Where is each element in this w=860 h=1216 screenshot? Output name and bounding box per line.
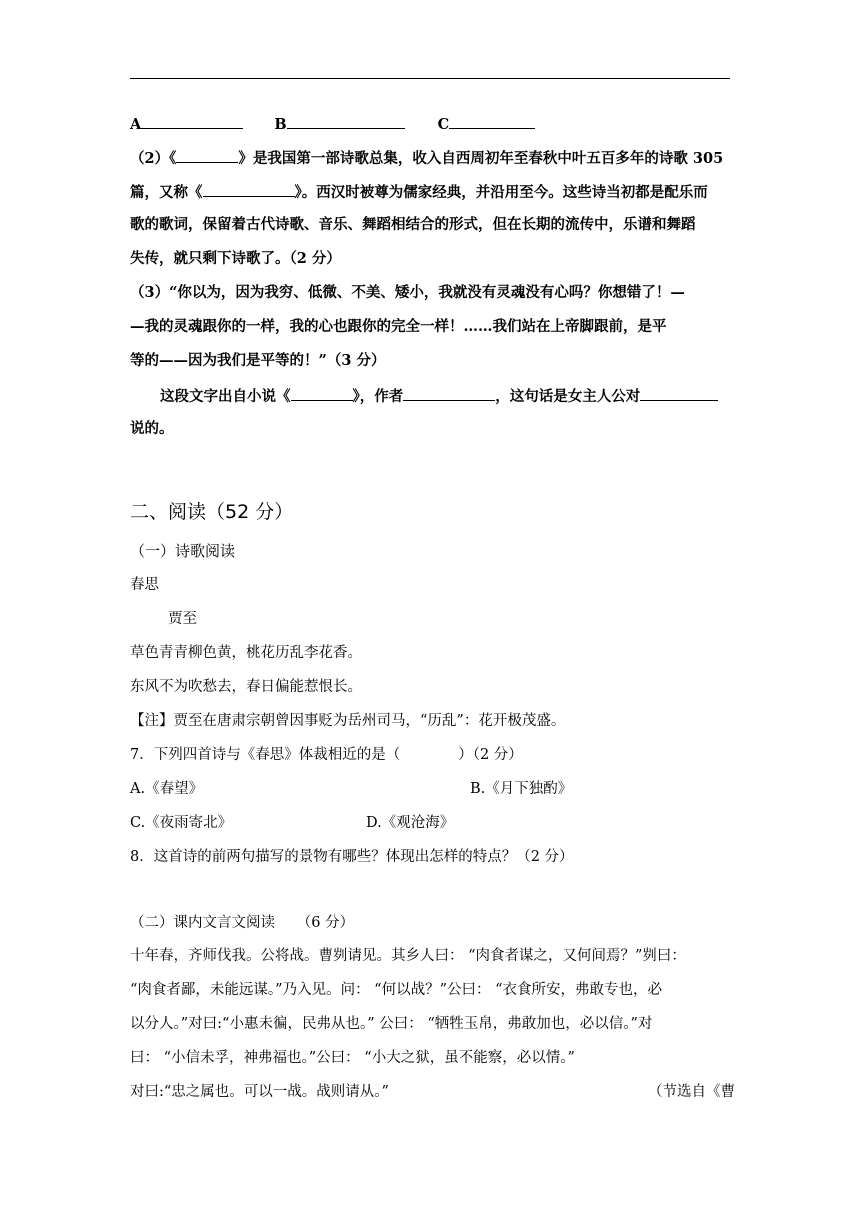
blank-b-line <box>287 113 405 129</box>
q2-line4: 失传，就只剩下诗歌了。（2 分） <box>130 250 341 267</box>
q3-blank-person <box>640 385 718 401</box>
abc-blanks-row <box>130 113 535 135</box>
blank-a-label: A <box>130 116 142 133</box>
q7-option-a: A.《春望》 <box>130 781 204 797</box>
passage-line4: 曰： “小信未孚，神弗福也。”公曰： “小大之狱，虽不能察，必以情。” <box>130 1050 575 1066</box>
q2-line2-pre: 篇，又称《 <box>130 184 203 201</box>
q3-blank-author <box>403 385 495 401</box>
source-note: （节选自《曹 <box>648 1084 735 1100</box>
blank-a-line <box>141 113 243 129</box>
header-rule <box>130 78 730 79</box>
classical-heading: （二）课内文言文阅读 （6 分） <box>130 915 355 931</box>
q3-line5: 说的。 <box>130 420 174 437</box>
q3-line4-a: 这段文字出自小说《 <box>160 388 291 405</box>
poem-line1: 草色青青柳色黄，桃花历乱李花香。 <box>130 645 362 661</box>
poem-title: 春思 <box>130 577 159 593</box>
q2-line3: 歌的歌词，保留着古代诗歌、音乐、舞蹈相结合的形式，但在长期的流传中，乐谱和舞蹈 <box>130 216 696 233</box>
passage-line5: 对曰:“忠之属也。可以一战。战则请从。” <box>130 1084 389 1100</box>
blank-c-line <box>449 113 535 129</box>
q7-option-b: B.《月下独酌》 <box>470 781 573 797</box>
q3-line4-b: 》，作者 <box>352 388 404 405</box>
poem-author: 贾至 <box>168 611 197 627</box>
blank-b-label: B <box>274 116 287 133</box>
q3-line3: 等的——因为我们是平等的！”（3 分） <box>130 352 386 369</box>
passage-line2: “肉食者鄙，未能远谋。”乃入见。问： “何以战？”公曰： “衣食所安，弗敢专也，必 <box>130 982 663 998</box>
q3-line1: （3）“你以为，因为我穷、低微、不美、矮小，我就没有灵魂没有心吗？你想错了！— <box>130 284 685 301</box>
question-7: 7．下列四首诗与《春思》体裁相近的是（ ）（2 分） <box>130 747 523 763</box>
q2-blank-alias <box>203 181 295 197</box>
q2-prefix: （2）《 <box>130 150 177 167</box>
q7-option-c: C.《夜雨寄北》 <box>130 815 233 831</box>
q3-line2: —我的灵魂跟你的一样，我的心也跟你的完全一样！……我们站在上帝脚跟前，是平 <box>130 318 667 335</box>
q2-blank-title <box>176 147 238 163</box>
q3-line4 <box>160 385 718 407</box>
q3-blank-novel <box>291 385 353 401</box>
poem-line2: 东风不为吹愁去，春日偏能惹恨长。 <box>130 679 362 695</box>
q2-line1-text: 》是我国第一部诗歌总集，收入自西周初年至春秋中叶五百多年的诗歌 305 <box>238 150 724 167</box>
blank-c-label: C <box>437 116 450 133</box>
q2-line2 <box>130 181 708 203</box>
poetry-heading: （一）诗歌阅读 <box>130 542 236 560</box>
section2-title: 二、阅读（52 分） <box>130 501 294 523</box>
question-8: 8．这首诗的前两句描写的景物有哪些？体现出怎样的特点？（2 分） <box>130 849 574 865</box>
q2-line2-post: 》。西汉时被尊为儒家经典，并沿用至今。这些诗当初都是配乐而 <box>294 184 708 201</box>
q3-line4-c: ，这句话是女主人公对 <box>495 388 641 405</box>
poem-note: 【注】贾至在唐肃宗朝曾因事贬为岳州司马，“历乱”：花开极茂盛。 <box>130 713 566 729</box>
passage-line3: 以分人。”对曰:“小惠未徧，民弗从也。” 公曰： “牺牲玉帛，弗敢加也，必以信。”对 <box>130 1016 653 1032</box>
q2-line1 <box>130 147 723 169</box>
q7-option-d: D.《观沧海》 <box>366 815 455 831</box>
passage-line1: 十年春，齐师伐我。公将战。曹刿请见。其乡人曰： “肉食者谋之，又何间焉？”刿曰： <box>130 948 686 964</box>
